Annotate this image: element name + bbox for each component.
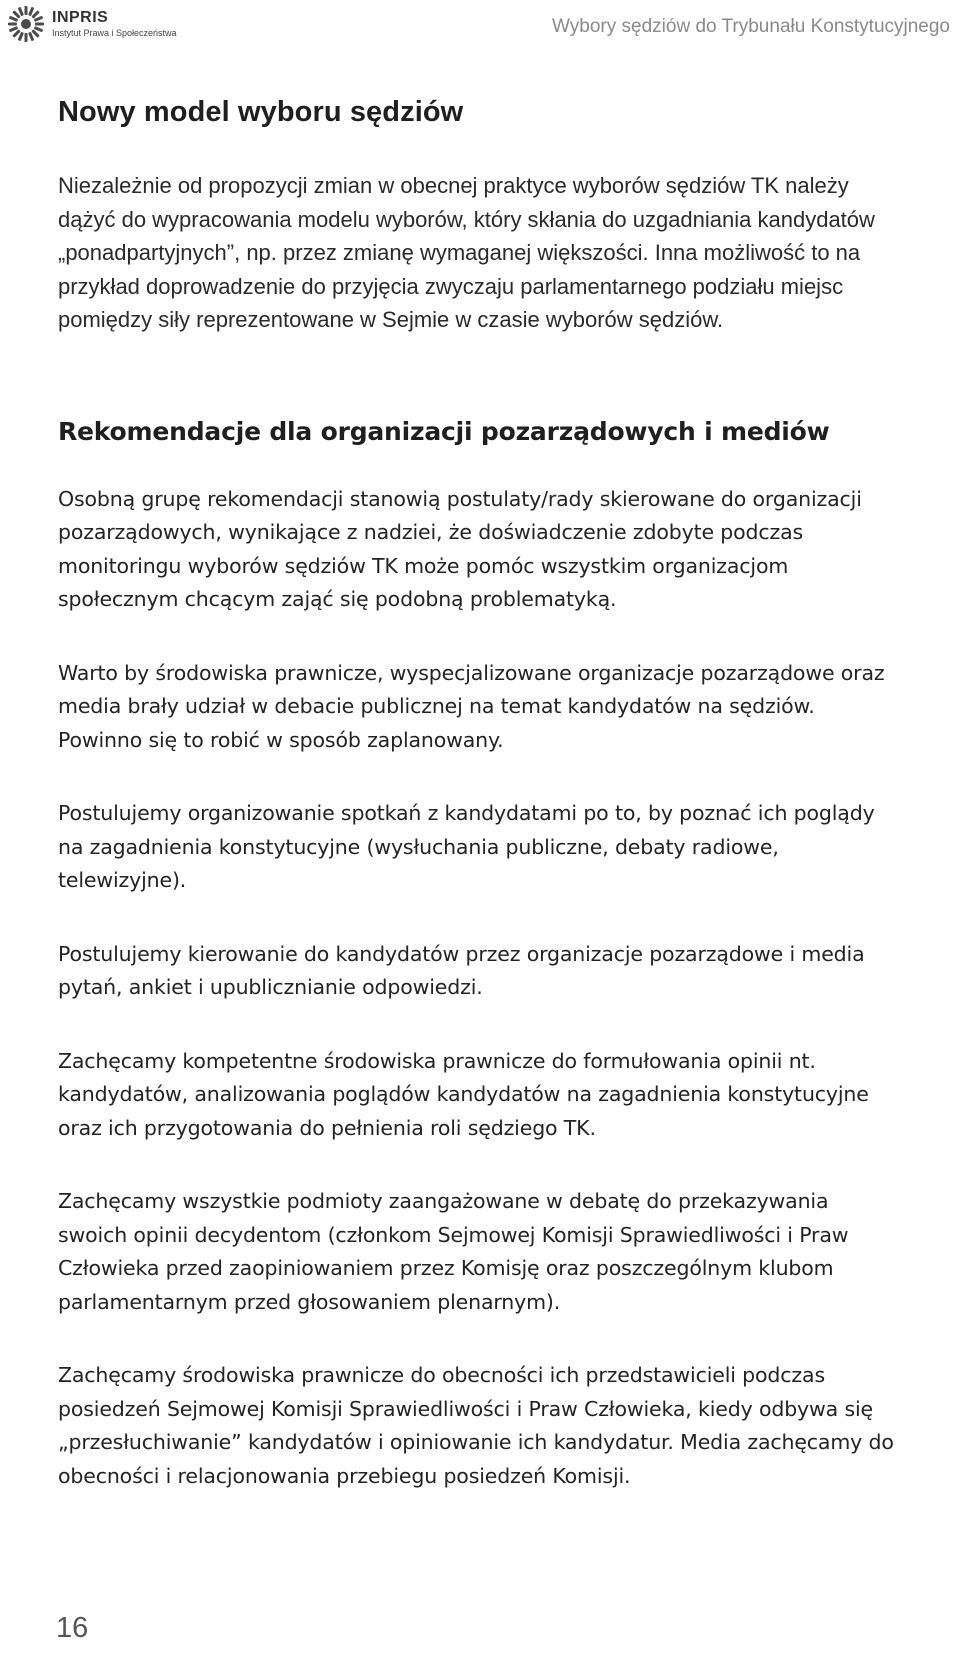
paragraph: Osobną grupę rekomendacji stanowią postulaty/rady skierowane do organizacji pozarządowych, wynikające z nadziei, że doświadczenie zdobyte podczas monitoringu wyborów sędziów TK może pomóc wszystkim organizacjom społecznym chcącym zająć się podobną problematyką. — [58, 486, 862, 611]
paragraph-spacer — [58, 1145, 903, 1185]
paragraph: Postulujemy kierowanie do kandydatów przez organizacje pozarządowe i media pytań, ankiet i upublicznianie odpowiedzi. — [58, 941, 865, 999]
paragraph-spacer — [58, 1005, 903, 1045]
running-title: Wybory sędziów do Trybunału Konstytucyjnego — [552, 16, 950, 37]
section-heading-recommendations: Rekomendacje dla organizacji pozarządowych i mediów — [58, 416, 830, 446]
page-header — [0, 0, 960, 60]
inpris-logo-icon — [6, 4, 46, 44]
section-spacer — [58, 337, 903, 417]
logo-name: INPRIS — [52, 9, 109, 26]
paragraph: Zachęcamy kompetentne środowiska prawnicze do formułowania opinii nt. kandydatów, analizowania poglądów kandydatów na zagadnienia konstytucyjne oraz ich przygotowania do pełnienia roli sędziego TK. — [58, 1048, 869, 1140]
section-heading-new-model: Nowy model wyboru sędziów — [58, 96, 464, 128]
paragraph: Zachęcamy środowiska prawnicze do obecności ich przedstawicieli podczas posiedzeń Sejmowej Komisji Sprawiedliwości i Praw Człowieka, kiedy odbywa się „przesłuchiwanie” kandydatów i opiniowanie ich kandydatur. Media zachęcamy do obecności i relacjonowania przebiegu posiedzeń Komisji. — [58, 1363, 894, 1488]
paragraph-spacer — [58, 1319, 903, 1359]
paragraph: Zachęcamy wszystkie podmioty zaangażowane w debatę do przekazywania swoich opinii decydentom (członkom Sejmowej Komisji Sprawiedliwości i Praw Człowieka przed zaopiniowaniem przez Komisję oraz poszczególnym klubom parlamentarnym przed głosowaniem plenarnym). — [58, 1189, 849, 1314]
paragraph: Warto by środowiska prawnicze, wyspecjalizowane organizacje pozarządowe oraz media brały udział w debacie publicznej na temat kandydatów na sędziów. Powinno się to robić w sposób zaplanowany. — [58, 660, 885, 752]
paragraph-spacer — [58, 757, 903, 797]
page-number: 16 — [56, 1612, 89, 1644]
paragraph-spacer — [58, 617, 903, 657]
inpris-logo — [6, 4, 177, 44]
logo-text — [52, 10, 177, 38]
page-content — [58, 96, 903, 1493]
paragraph: Postulujemy organizowanie spotkań z kandydatami po to, by poznać ich poglądy na zagadnienia konstytucyjne (wysłuchania publiczne, debaty radiowe, telewizyjne). — [58, 801, 875, 892]
paragraph: Niezależnie od propozycji zmian w obecnej praktyce wyborów sędziów TK należy dążyć do wypracowania modelu wyborów, który skłania do uzgadniania kandydatów „ponadpartyjnych”, np. przez zmianę wymaganej większości. Inna możliwość to na przykład doprowadzenie do przyjęcia zwyczaju parlamentarnego podziału miejsc pomiędzy siły reprezentowane w Sejmie w czasie wyborów sędziów. — [58, 173, 875, 332]
logo-subtitle: Instytut Prawa i Społeczeństwa — [52, 28, 177, 38]
paragraph-spacer — [58, 898, 903, 938]
